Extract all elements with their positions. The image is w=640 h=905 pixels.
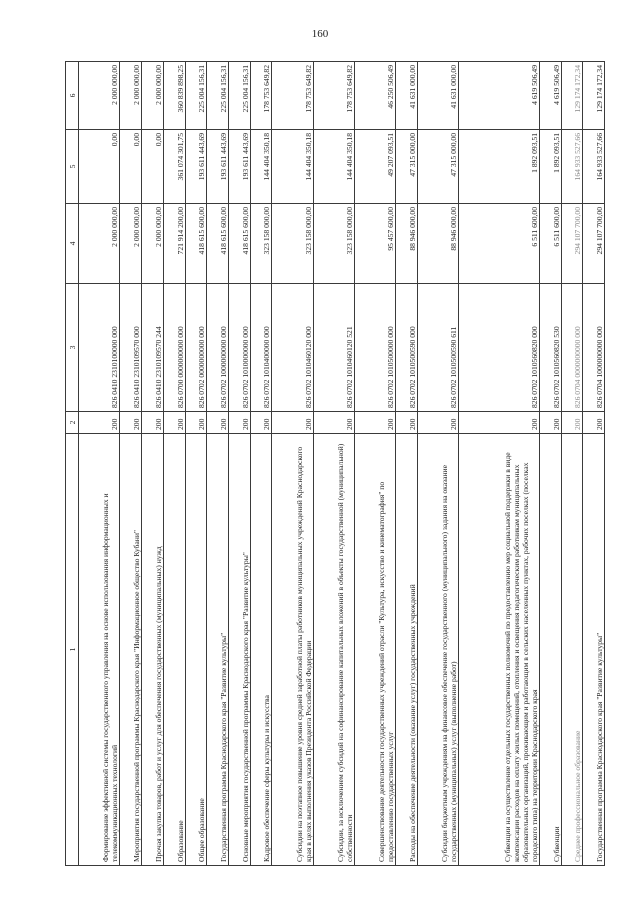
row-name: Образование bbox=[163, 434, 185, 866]
row-executed: 1 892 093,51 bbox=[459, 130, 539, 204]
row-code: 826 0702 1010500590 000 bbox=[396, 284, 418, 412]
header-col-3: 3 bbox=[66, 284, 79, 412]
row-approved: 95 457 600,00 bbox=[355, 204, 396, 284]
row-level: 200 bbox=[313, 412, 354, 434]
budget-table bbox=[65, 61, 605, 866]
row-approved: 2 000 000,00 bbox=[142, 204, 164, 284]
row-remaining: 178 753 649,82 bbox=[313, 62, 354, 130]
row-executed: 164 933 527,66 bbox=[561, 130, 583, 204]
row-name: Прочая закупка товаров, работ и услуг для обеспечения государственных (муниципальных) нужд bbox=[142, 434, 164, 866]
row-approved: 2 000 000,00 bbox=[120, 204, 142, 284]
row-remaining: 4 619 506,49 bbox=[539, 62, 561, 130]
row-code: 826 0702 1010460120 000 bbox=[272, 284, 313, 412]
row-approved: 323 158 000,00 bbox=[250, 204, 272, 284]
row-remaining: 46 250 506,49 bbox=[355, 62, 396, 130]
row-name: Субсидии на поэтапное повышение уровня средней заработной платы работников муниципальных учреждений Краснодарского края в целях выполнения указов Президента Российской Федерации bbox=[272, 434, 313, 866]
row-executed: 1 892 093,51 bbox=[539, 130, 561, 204]
row-code: 826 0410 2310109570 000 bbox=[120, 284, 142, 412]
row-name: Формирование эффективной системы государственного управления на основе использования информационных и телекоммуникационных технологий bbox=[79, 434, 120, 866]
row-name: Субсидии, за исключением субсидий на софинансирование капитальных вложений в объекты государственной (муниципальной) собственности bbox=[313, 434, 354, 866]
row-executed: 144 404 350,18 bbox=[313, 130, 354, 204]
table-row bbox=[120, 62, 142, 866]
row-executed: 193 611 443,69 bbox=[228, 130, 250, 204]
row-code: 826 0702 1010560820 530 bbox=[539, 284, 561, 412]
row-approved: 88 946 000,00 bbox=[418, 204, 459, 284]
row-name: Основные мероприятия государственной программы Краснодарского края "Развитие культуры" bbox=[228, 434, 250, 866]
row-executed: 49 207 093,51 bbox=[355, 130, 396, 204]
row-remaining: 41 631 000,00 bbox=[396, 62, 418, 130]
table-row bbox=[250, 62, 272, 866]
row-remaining: 225 004 156,31 bbox=[185, 62, 207, 130]
row-executed: 0,00 bbox=[142, 130, 164, 204]
row-executed: 164 933 527,66 bbox=[583, 130, 605, 204]
row-remaining: 41 631 000,00 bbox=[418, 62, 459, 130]
row-name: Субвенции на осуществление отдельных государственных полномочий по предоставлению мер социальной поддержки в виде компенсации расходов на оплату жилых помещений, отопления и освещения педагогическим работникам муниципальных образовательных организаций, проживающим и работающим в сельских населенных пунктах, рабочих поселках (поселках городского типа) на территории Краснодарского края bbox=[459, 434, 539, 866]
row-executed: 0,00 bbox=[79, 130, 120, 204]
row-executed: 47 315 000,00 bbox=[396, 130, 418, 204]
row-code: 826 0704 0000000000 000 bbox=[561, 284, 583, 412]
header-col-5: 5 bbox=[66, 130, 79, 204]
row-level: 200 bbox=[539, 412, 561, 434]
row-remaining: 225 004 156,31 bbox=[228, 62, 250, 130]
row-level: 200 bbox=[228, 412, 250, 434]
row-code: 826 0702 1010500000 000 bbox=[355, 284, 396, 412]
table-row bbox=[561, 62, 583, 866]
row-code: 826 0700 0000000000 000 bbox=[163, 284, 185, 412]
row-code: 826 0410 2310109570 244 bbox=[142, 284, 164, 412]
row-code: 826 0410 2310100000 000 bbox=[79, 284, 120, 412]
row-name: Мероприятия государственной программы Краснодарского края "Информационное общество Кубани" bbox=[120, 434, 142, 866]
row-name: Кадровое обеспечение сферы культуры и искусства bbox=[250, 434, 272, 866]
row-remaining: 2 000 000,00 bbox=[120, 62, 142, 130]
row-level: 200 bbox=[583, 412, 605, 434]
row-code: 826 0702 1010500590 611 bbox=[418, 284, 459, 412]
row-level: 200 bbox=[561, 412, 583, 434]
row-remaining: 4 619 506,49 bbox=[459, 62, 539, 130]
row-approved: 294 107 700,00 bbox=[561, 204, 583, 284]
table-row bbox=[355, 62, 396, 866]
row-approved: 6 511 600,00 bbox=[539, 204, 561, 284]
row-level: 200 bbox=[459, 412, 539, 434]
row-approved: 88 946 000,00 bbox=[396, 204, 418, 284]
table-row bbox=[313, 62, 354, 866]
row-executed: 144 404 350,18 bbox=[272, 130, 313, 204]
row-level: 200 bbox=[207, 412, 229, 434]
row-remaining: 129 174 172,34 bbox=[561, 62, 583, 130]
row-level: 200 bbox=[79, 412, 120, 434]
row-remaining: 2 000 000,00 bbox=[142, 62, 164, 130]
row-name: Субсидии бюджетным учреждениям на финансовое обеспечение государственного (муниципального) задания на оказание государственных (муниципальных) услуг (выполнение работ) bbox=[418, 434, 459, 866]
rotated-table-frame bbox=[65, 62, 605, 866]
row-approved: 418 615 600,00 bbox=[207, 204, 229, 284]
row-code: 826 0702 0000000000 000 bbox=[185, 284, 207, 412]
header-col-2: 2 bbox=[66, 412, 79, 434]
row-code: 826 0702 1010560820 000 bbox=[459, 284, 539, 412]
row-executed: 144 404 350,18 bbox=[250, 130, 272, 204]
row-remaining: 360 839 898,25 bbox=[163, 62, 185, 130]
row-code: 826 0702 1010400000 000 bbox=[250, 284, 272, 412]
row-code: 826 0702 1000000000 000 bbox=[207, 284, 229, 412]
row-level: 200 bbox=[163, 412, 185, 434]
row-remaining: 225 004 156,31 bbox=[207, 62, 229, 130]
row-remaining: 178 753 649,82 bbox=[250, 62, 272, 130]
row-approved: 323 158 000,00 bbox=[313, 204, 354, 284]
table-row bbox=[583, 62, 605, 866]
table-body bbox=[79, 62, 605, 866]
page-number: 160 bbox=[311, 28, 329, 40]
row-name: Расходы на обеспечение деятельности (оказание услуг) государственных учреждений bbox=[396, 434, 418, 866]
row-approved: 2 000 000,00 bbox=[79, 204, 120, 284]
table-row bbox=[272, 62, 313, 866]
row-code: 826 0704 1000000000 000 bbox=[583, 284, 605, 412]
row-executed: 47 315 000,00 bbox=[418, 130, 459, 204]
row-level: 200 bbox=[142, 412, 164, 434]
row-executed: 193 611 443,69 bbox=[185, 130, 207, 204]
row-remaining: 178 753 649,82 bbox=[272, 62, 313, 130]
row-name: Совершенствование деятельности государственных учреждений отрасли "Культура, искусство и кинематография" по предоставлению государственных услуг bbox=[355, 434, 396, 866]
row-level: 200 bbox=[355, 412, 396, 434]
header-col-4: 4 bbox=[66, 204, 79, 284]
row-executed: 193 611 443,69 bbox=[207, 130, 229, 204]
row-level: 200 bbox=[418, 412, 459, 434]
row-approved: 294 107 700,00 bbox=[583, 204, 605, 284]
row-approved: 6 511 600,00 bbox=[459, 204, 539, 284]
header-col-1: 1 bbox=[66, 434, 79, 866]
table-row bbox=[79, 62, 120, 866]
row-executed: 0,00 bbox=[120, 130, 142, 204]
table-row bbox=[207, 62, 229, 866]
row-remaining: 2 000 000,00 bbox=[79, 62, 120, 130]
row-name: Субвенции bbox=[539, 434, 561, 866]
row-executed: 361 074 301,75 bbox=[163, 130, 185, 204]
table-row bbox=[459, 62, 539, 866]
row-approved: 418 615 600,00 bbox=[228, 204, 250, 284]
row-level: 200 bbox=[250, 412, 272, 434]
row-approved: 721 914 200,00 bbox=[163, 204, 185, 284]
row-approved: 418 615 600,00 bbox=[185, 204, 207, 284]
table-row bbox=[142, 62, 164, 866]
table-row bbox=[418, 62, 459, 866]
row-name: Среднее профессиональное образование bbox=[561, 434, 583, 866]
row-level: 200 bbox=[272, 412, 313, 434]
row-name: Государственная программа Краснодарского края "Развитие культуры" bbox=[207, 434, 229, 866]
table-row bbox=[163, 62, 185, 866]
table-row bbox=[185, 62, 207, 866]
row-approved: 323 158 000,00 bbox=[272, 204, 313, 284]
row-remaining: 129 174 172,34 bbox=[583, 62, 605, 130]
table-row bbox=[228, 62, 250, 866]
row-level: 200 bbox=[120, 412, 142, 434]
row-code: 826 0702 1010000000 000 bbox=[228, 284, 250, 412]
row-name: Государственная программа Краснодарского края "Развитие культуры" bbox=[583, 434, 605, 866]
row-level: 200 bbox=[396, 412, 418, 434]
rotated-table-container bbox=[65, 62, 605, 866]
table-header-row bbox=[66, 62, 79, 866]
table-row bbox=[539, 62, 561, 866]
table-row bbox=[396, 62, 418, 866]
row-name: Общее образование bbox=[185, 434, 207, 866]
row-code: 826 0702 1010460120 521 bbox=[313, 284, 354, 412]
header-col-6: 6 bbox=[66, 62, 79, 130]
row-level: 200 bbox=[185, 412, 207, 434]
